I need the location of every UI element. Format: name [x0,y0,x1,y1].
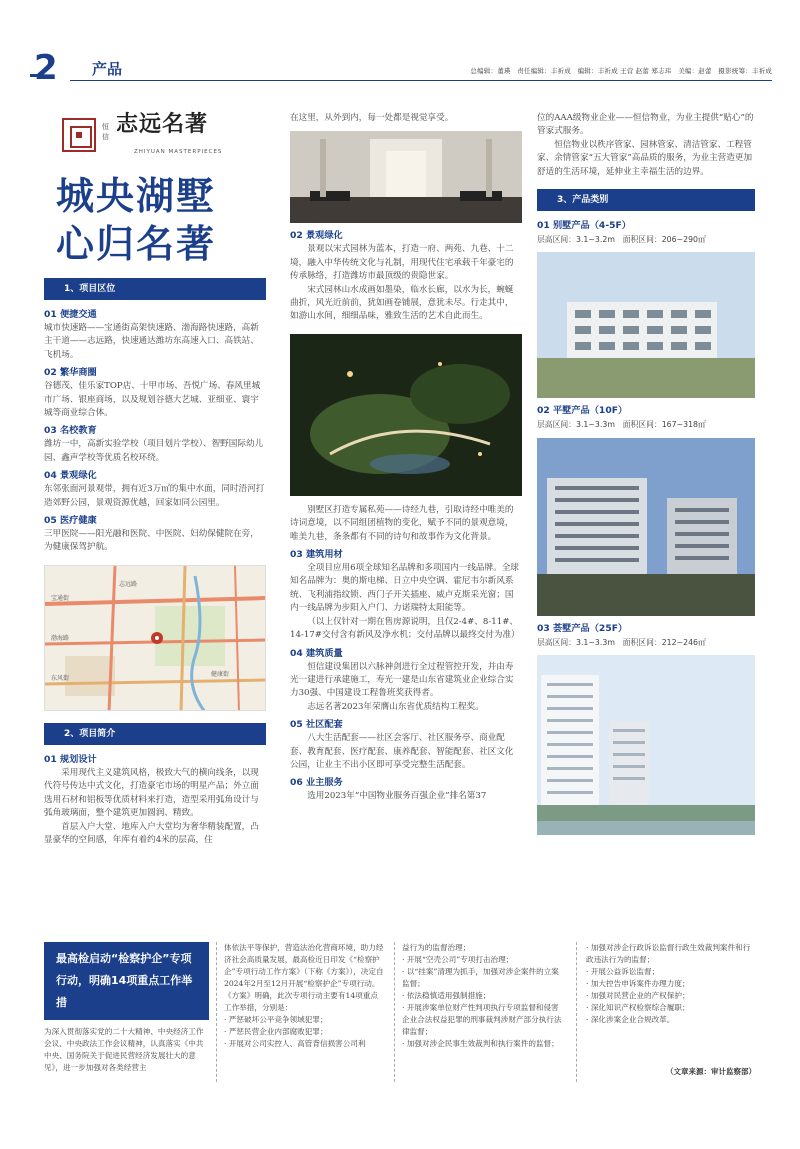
article-line: · 深化知识产权检察综合履职； [586,1003,690,1012]
paragraph: 在这里，从外到内，每一处都是视觉享受。 [290,113,454,123]
map-road-label: 志远路 [119,580,138,588]
section-bar-intro: 2、项目简介 [44,723,266,745]
article-line: · 依法稳慎适用强制措施； [402,991,491,1000]
brand-logo [44,111,266,162]
paragraph: 采用现代主义建筑风格，极致大气的横向线条，以现代符号传达中式文化，打造豪宅市场的明星产品；外立面选用石材和铝板等优质材料来打造，造型采用弧角设计与弧角玻璃面，整个建筑更加圆润、精致。 [44,767,259,819]
article-source: （文章来源：审计监察部） [666,1067,756,1076]
article-line: · 开展公益诉讼监督； [586,967,660,976]
paragraph: 全项目应用6项全球知名品牌和多项国内一线品牌。全球知名品牌为：奥的斯电梯、日立中央空调、霍尼韦尔新风系统、飞利浦指纹锁、西门子开关插座、威卢克斯采光窗；国内一线品牌为步阳入户门、力诺瑞特太阳能等。 [290,563,519,614]
article-col-4 [586,942,756,1026]
article-line: 《方案》明确，此次专项行动主要有14项重点工作举措，分别是： [224,991,378,1012]
column-1 [44,112,266,847]
column-3 [537,112,755,841]
column-divider [216,942,217,1082]
item-title: 05 社区配套 [290,719,343,731]
lobby-photo [290,131,522,223]
article-line: · 以“挂案”清理为抓手，加强对涉企案件的立案监督； [402,967,559,988]
article-line: · 开展“空壳公司”专项打击治理； [402,955,514,964]
product-title: 01 别墅产品（4-5F） [537,220,631,232]
item-title: 04 景观绿化 [44,470,97,482]
map-road-label: 渤海路 [51,634,70,642]
paragraph: （以上仅针对一期在售房源说明，且仅2-4#、8-11#、14-17#交付含有新风及净水机；交付品牌以最终交付为准） [290,616,520,641]
item-text: 潍坊一中，高新实验学校（项目划片学校）、智野国际幼儿园、鑫声学校等优质名校环绕。 [44,439,264,463]
section-title: 产品 [92,60,123,78]
item-title: 04 建筑质量 [290,647,343,659]
article-col-2 [224,942,384,1050]
paragraph: 恒信建设集团以六脉神剑进行全过程管控开发，并由寿光一建进行承建施工，寿光一建是山东省建筑业企业综合实力30强、中国建设工程鲁班奖获得者。 [290,661,514,699]
product-spec: 层高区间：3.1~3.3m 面积区间：212~246㎡ [537,637,706,647]
article-col-3 [402,942,562,1050]
article-line: · 加大控告申诉案件办理力度； [586,979,690,988]
garden-photo [290,334,522,496]
item-title: 03 名校教育 [44,425,97,437]
map-road-label: 健康街 [211,670,230,678]
product-title: 03 荟墅产品（25F） [537,622,628,634]
flat-photo [537,438,755,616]
article-line: · 加强对涉企行政诉讼监督行政生效裁判案件和行政违法行为的监督； [586,943,751,964]
product-spec: 层高区间：3.1~3.2m 面积区间：206~290㎡ [537,235,706,245]
item-title: 03 建筑用材 [290,549,343,561]
item-text: 东邻张面河景观带，拥有近3万㎡的集中水面，同时浯河打造郊野公园，景观资源优越，回家如同公园里。 [44,484,265,508]
editorial-credits: 总编辑：董瑛 责任编辑：丰祈成 编辑：丰祈成 王营 赵蕾 郑志玮 美编：赵蕾 摄影统筹：丰祈成 [470,67,772,75]
article-line: 体依法平等保护，营造法治化营商环境，助力经济社会高质量发展，最高检近日印发《“检察护企”专项行动工作方案》（下称《方案》），决定自2024年2月至12月开展“检察护企”专项行动。 [224,943,384,988]
brand-developer: 恒信 [102,123,109,141]
article-line: 益行为的监督治理； [402,943,471,952]
item-text: 城市快速路——宝通街高架快速路、渤海路快速路，高新主干道——志远路，快速通达潍坊东高速入口、高铁站、飞机场。 [44,323,259,360]
villa-photo [537,252,755,398]
paragraph: 宋式园林山水成画如墨染，临水长廊，以水为长，蜿蜒曲折，风光近前前，犹如画卷铺展，意犹未尽。行走其中，如游山水间，细细品味，雅致生活的艺术自此而生。 [290,284,514,322]
column-divider [394,942,395,1082]
item-text: 三甲医院——阳光融和医院、中医院、妇幼保健院在旁，为健康保驾护航。 [44,529,259,553]
bottom-article [44,942,756,1092]
section-bar-location: 1、项目区位 [44,278,266,300]
paragraph: 志远名著2023年荣膺山东省优质结构工程奖。 [307,701,484,712]
seal-icon [62,118,96,152]
paragraph: 景观以宋式园林为蓝本，打造一府、两苑、九巷、十二境，融入中华传统文化与礼制，用现代住宅承载千年豪宅的传承脉络，打造潍坊市最顶级的贵隐世家。 [290,244,514,282]
article-line: · 严惩破坏公平竞争领域犯罪； [224,1015,328,1024]
masthead-rule [70,80,772,81]
paragraph: 恒信物业以秩序管家、园林管家、清洁管家、工程管家、余情管家“五大管家”高品质的服务，为业主营造更加舒适的生活环境，延伸业主幸福生活的边界。 [537,139,753,177]
product-spec: 层高区间：3.1~3.3m 面积区间：167~318㎡ [537,420,706,430]
item-title: 02 繁华商圈 [44,367,97,379]
item-title: 05 医疗健康 [44,515,97,527]
tower-photo [537,655,755,835]
column-2 [290,112,522,804]
item-title: 01 便捷交通 [44,309,97,320]
headline-line-2: 心归名著 [56,222,217,266]
item-title: 06 业主服务 [290,777,343,789]
masthead [30,48,772,88]
brand-name: 志远名著 [116,111,209,137]
page-number: 2 [34,48,58,88]
paragraph: 八大生活配套——社区会客厅、社区服务亭、商业配套、教育配套、医疗配套、康养配套、智能配套、社区文化公园，让业主不出小区即可享受完整生活配套。 [290,733,514,770]
article-line: · 加强对民营企业的产权保护； [586,991,690,1000]
article-line: · 加强对涉企民事生效裁判和执行案件的监督； [402,1039,559,1048]
paragraph: 别墅区打造专属私苑——诗经九巷，引取诗经中唯美的诗词意境，以不同组团植物的变化，赋予不同的景观意境，唯美九巷，条条都有不同的诗句和故事作为文化背景。 [290,504,514,542]
column-divider [576,942,577,1082]
paragraph: 选用2023年“中国物业服务百强企业”排名第37 [307,791,487,802]
item-title: 01 规划设计 [44,753,97,765]
item-title: 02 景观绿化 [290,230,343,242]
article-line: · 开展对公司实控人、高管背信损害公司利 [224,1039,366,1048]
headline-line-1: 城央湖墅 [56,174,217,218]
map-road-label: 宝通街 [51,594,70,602]
item-text: 谷德茂、佳乐家TOP店、十甲市场、吾悦广场、春风里城市广场、银座商场，以及规划谷德大艺城、亚细亚、寰宇城等商业综合体。 [44,381,261,419]
article-intro: 为深入贯彻落实党的二十大精神、中央经济工作会议、中央政法工作会议精神，认真落实《中共中央、国务院关于促进民营经济发展壮大的意见》，进一步加强对各类经营主 [44,1027,204,1072]
article-line: · 深化涉案企业合规改革。 [586,1015,675,1024]
article-headline: 最高检启动“检察护企”专项行动，明确14项重点工作举措 [44,942,209,1020]
paragraph: 首层入户大堂、地库入户大堂均为奢华精装配置，凸显豪华的空间感，年库有着约4米的层高，住 [44,821,259,845]
section-bar-products: 3、产品类别 [537,189,755,211]
page-headline [56,172,266,268]
map-road-label: 东风街 [51,674,70,682]
article-line: · 开展涉案单位财产性判项执行专项监督和侵害企业合法权益犯罪的刑事裁判涉财产部分执行法律监督； [402,1003,562,1036]
paragraph: 位的AAA级物业企业——恒信物业，为业主提供“贴心”的管家式服务。 [537,113,754,137]
brand-english: ZHIYUAN MASTERPIECES [134,149,223,155]
article-line: · 严惩民营企业内部腐败犯罪； [224,1027,328,1036]
location-map [44,565,266,711]
product-title: 02 平墅产品（10F） [537,405,628,417]
